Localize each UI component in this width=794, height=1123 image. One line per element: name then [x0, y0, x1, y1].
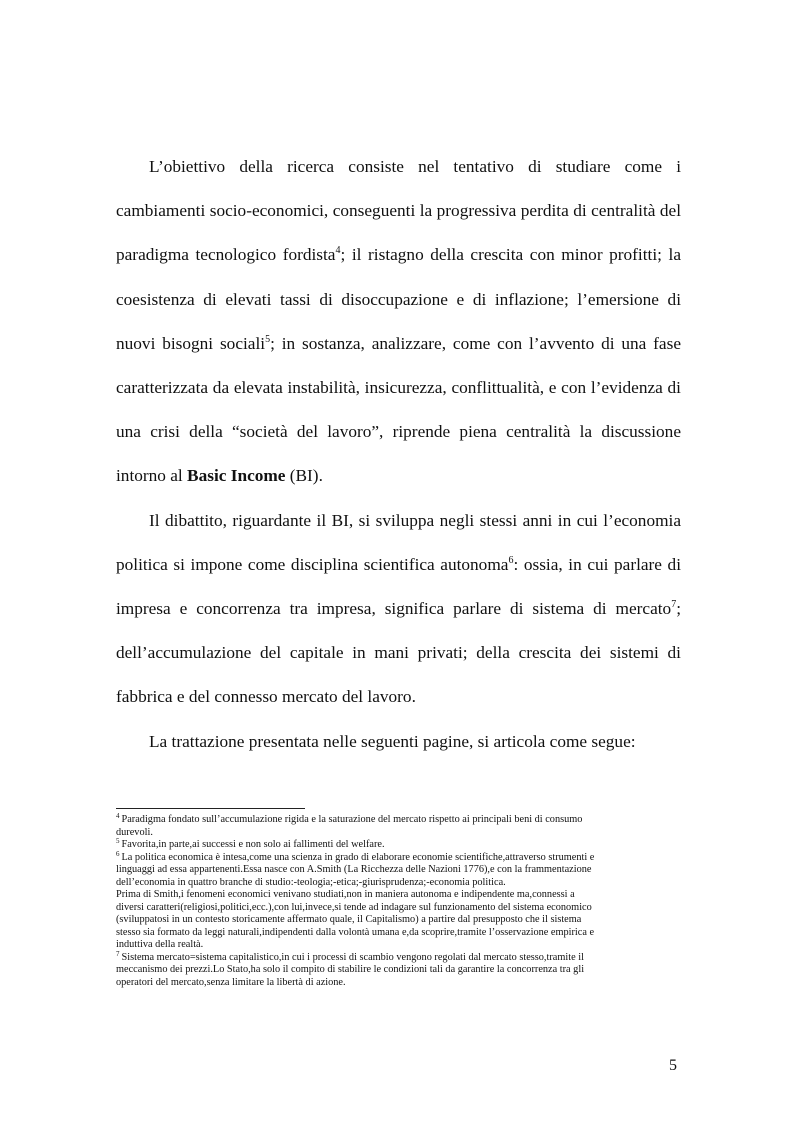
- paragraph-2-text-c: ; dell’accumulazione del capitale in mani privati; della crescita dei sistemi di fabbrica e del connesso mercato del lavoro.: [116, 599, 681, 707]
- body-text: [116, 145, 681, 764]
- footnote-6-line-6: (sviluppatosi in un contesto storicamente affermato quale, il Capitalismo) a partire dal presupposto che il sistema: [116, 914, 582, 925]
- footnote-4-line-2: durevoli.: [116, 826, 153, 838]
- paragraph-1-text-b: ; il ristagno della crescita con minor profitti; la coesistenza di elevati tassi di disoccupazione e di inflazione; l’emersione di nuovi bisogni sociali: [116, 245, 681, 353]
- footnote-7: [116, 949, 682, 990]
- footnote-separator: [116, 808, 305, 809]
- footnote-mark-6: 6: [116, 849, 120, 858]
- footnote-6-line-1: La politica economica è intesa,come una scienza in grado di elaborare economie scientifiche,attraverso strumenti e: [121, 851, 595, 863]
- footnote-7-line-2: meccanismo dei prezzi.Lo Stato,ha solo il compito di stabilire le condizioni tali da garantire la concorrenza tra gli: [116, 964, 585, 975]
- footnote-7-line-3: operatori del mercato,senza limitare la libertà di azione.: [116, 976, 346, 988]
- paragraph-1: [116, 145, 681, 499]
- footnote-6-line-8: induttiva della realtà.: [116, 939, 204, 950]
- footnote-6: [116, 849, 682, 952]
- paragraph-2: [116, 499, 681, 720]
- page-number: 5: [669, 1057, 677, 1074]
- footnote-5: [116, 839, 682, 852]
- footnote-ref-7: 7: [671, 599, 677, 611]
- footnote-mark-4: 4: [116, 812, 120, 820]
- footnote-6-line-5: diversi caratteri(religiosi,politici,ecc.),con lui,invece,si tende ad indagare sul funzionamento del sistema economico: [116, 901, 592, 913]
- footnote-mark-5: 5: [116, 837, 120, 845]
- footnote-5-line-1: Favorita,in parte,ai successi e non solo ai fallimenti del welfare.: [121, 839, 385, 850]
- footnote-4: [116, 814, 682, 839]
- footnote-ref-4: 4: [335, 245, 341, 257]
- footnote-6-line-4: Prima di Smith,i fenomeni economici venivano studiati,non in maniera autonoma e indipendente ma,connessi a: [116, 889, 575, 900]
- paragraph-1-text-d: (BI).: [285, 466, 323, 486]
- basic-income-term: Basic Income: [187, 466, 286, 486]
- footnote-ref-6: 6: [508, 554, 514, 566]
- footnote-7-line-1: Sistema mercato=sistema capitalistico,in cui i processi di scambio vengono regolati dal mercato stesso,tramite il: [121, 951, 584, 963]
- paragraph-1-text-a: L’obiettivo della ricerca consiste nel tentativo di studiare come i cambiamenti socio-economici, conseguenti la progressiva perdita di centralità del paradigma tecnologico fordista: [116, 157, 681, 265]
- paragraph-2-text-b: : ossia, in cui parlare di impresa e concorrenza tra impresa, significa parlare di sistema di mercato: [116, 554, 681, 619]
- footnote-6-line-7: stesso sia formato da leggi naturali,indipendenti dalla volontà umana e,da scoprire,tramite l’osservazione empirica e: [116, 926, 595, 938]
- paragraph-3: La trattazione presentata nelle seguenti pagine, si articola come segue:: [149, 731, 636, 751]
- footnotes: [116, 814, 682, 989]
- footnote-ref-5: 5: [265, 333, 271, 345]
- footnote-mark-7: 7: [116, 949, 120, 958]
- paragraph-1-text-c: ; in sostanza, analizzare, come con l’avvento di una fase caratterizzata da elevata instabilità, insicurezza, conflittualità, e con l’evidenza di una crisi della “società del lavoro”, riprende piena centralità la discussione intorno al: [116, 333, 681, 486]
- paragraph-2-text-a: Il dibattito, riguardante il BI, si sviluppa negli stessi anni in cui l’economia politica si impone come disciplina scientifica autonoma: [116, 510, 681, 574]
- footnote-4-line-1: Paradigma fondato sull’accumulazione rigida e la saturazione del mercato rispetto ai principali beni di consumo: [121, 814, 583, 825]
- footnote-6-line-2: linguaggi ad essa appartenenti.Essa nasce con A.Smith (La Ricchezza delle Nazioni 1776),e con la frammentazione: [116, 864, 592, 875]
- footnote-6-line-3: dell’economia in quattro branche di studio:-teologia;-etica;-giurisprudenza;-economia politica.: [116, 876, 506, 888]
